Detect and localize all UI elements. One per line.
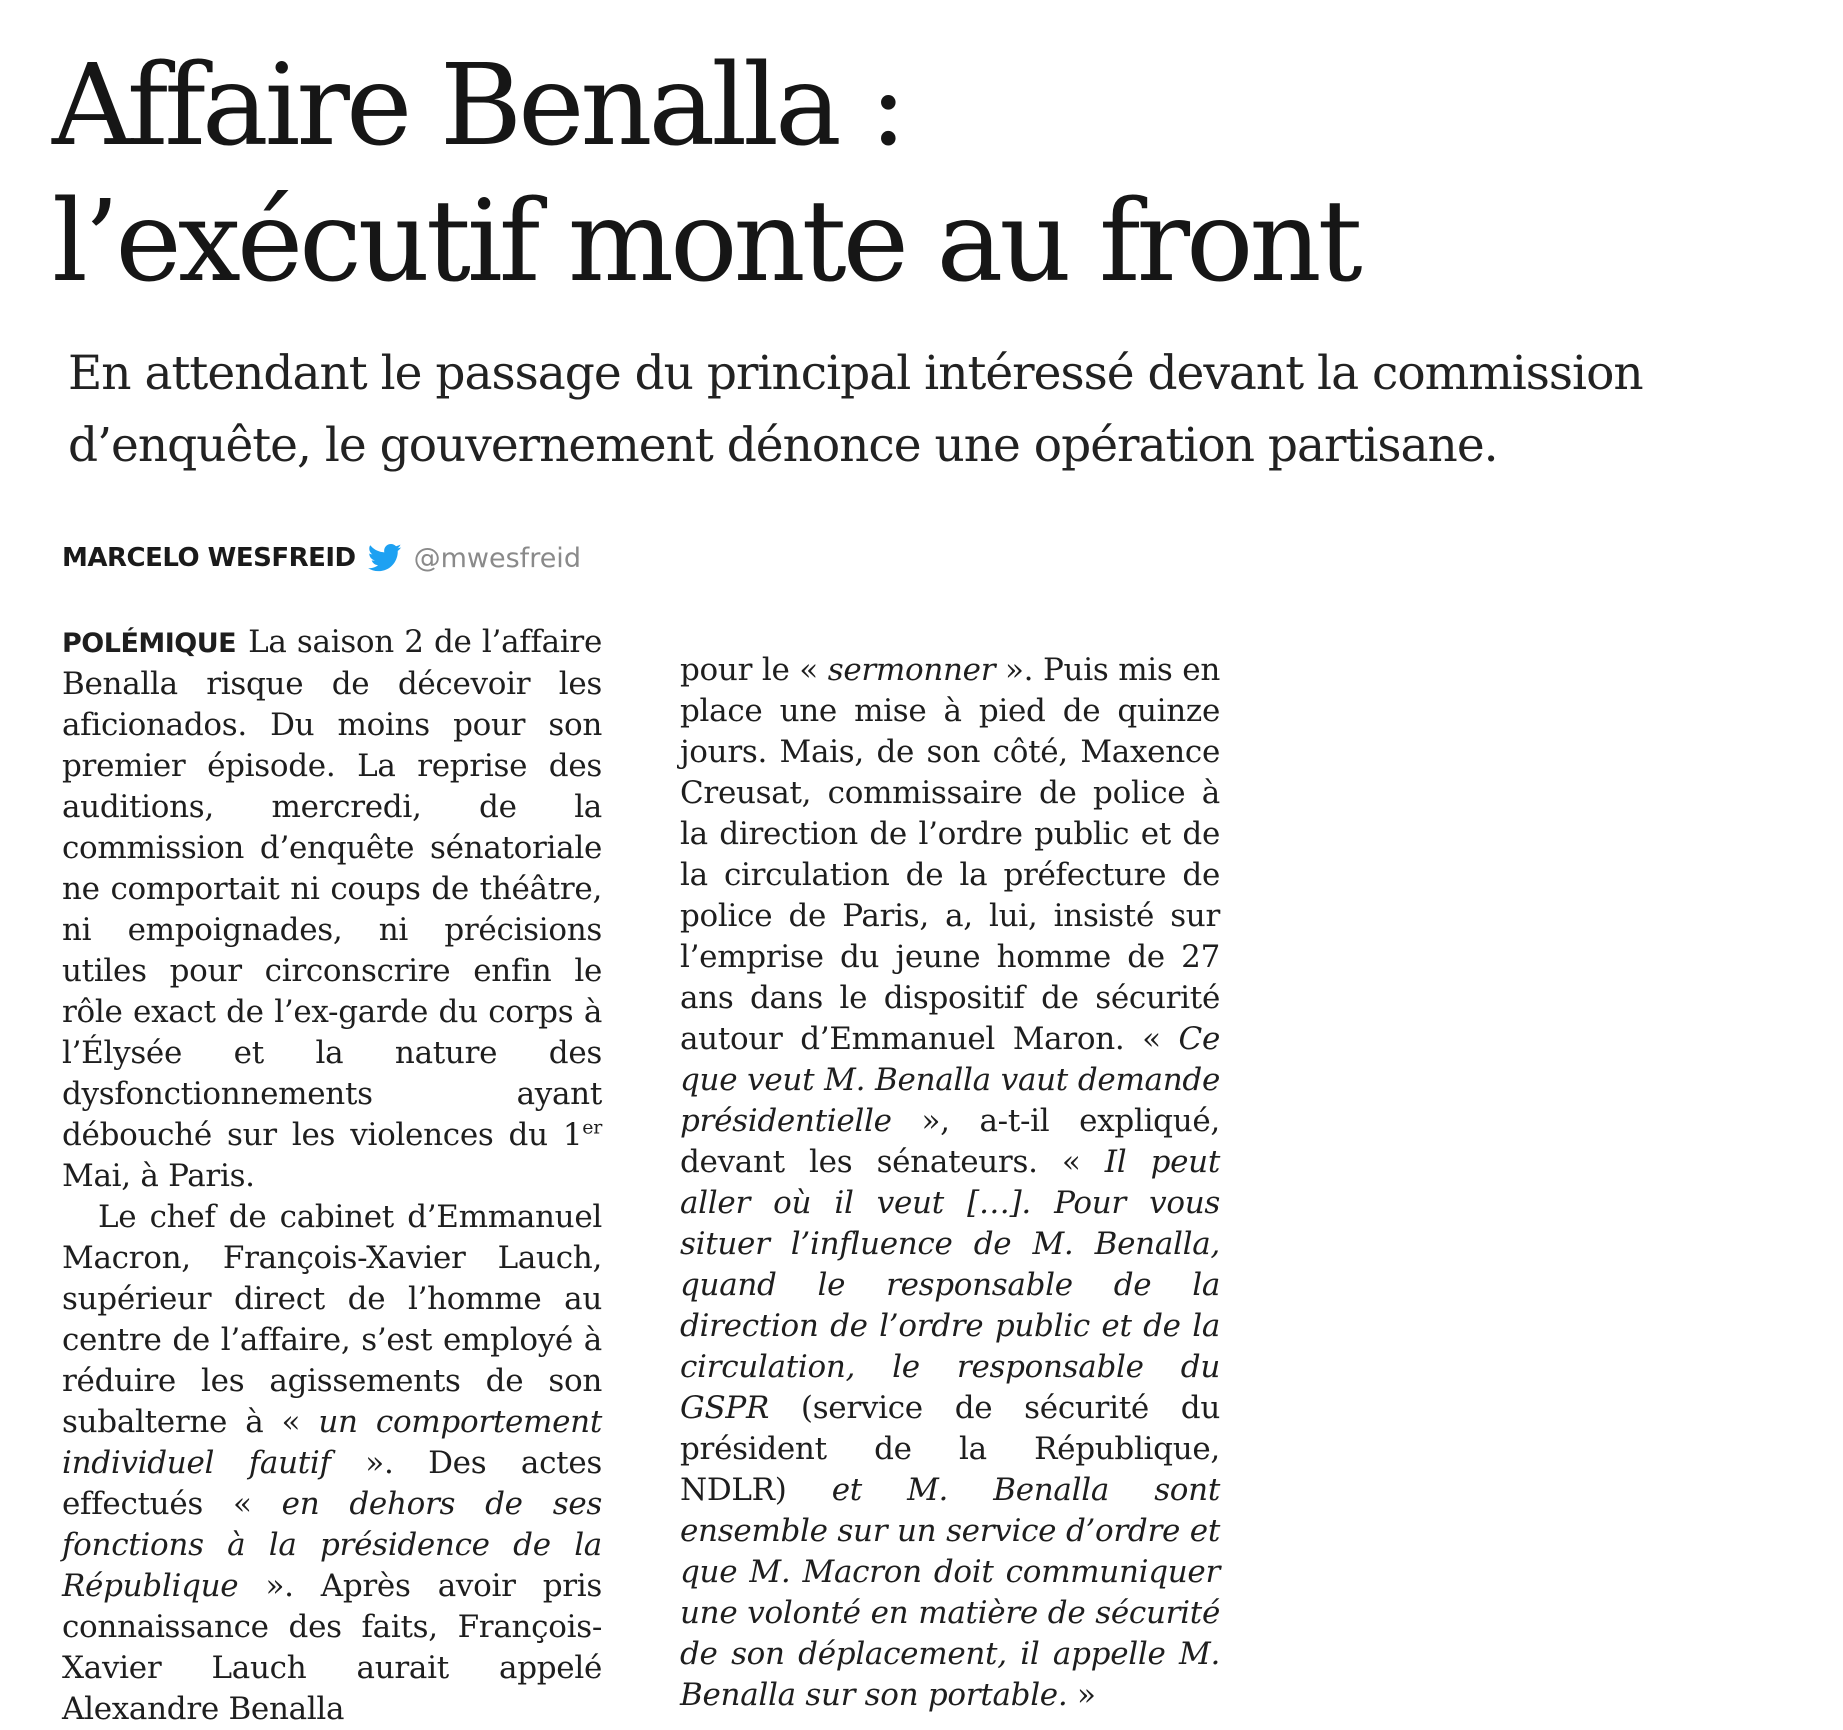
paragraph-2 — [62, 1197, 602, 1730]
text-run: La saison 2 de l’affaire Benalla risque de décevoir les aficionados. Du moins pour son premier épisode. La reprise des auditions, mercredi, de la commission d’enquête sénatoriale ne comportait ni coups de théâtre, ni empoignades, ni précisions utiles pour circonscrire enfin le rôle exact de l’ex-garde du corps à l’Élysée et la nature des dysfonctionnements ayant débouché sur les violences du 1 — [62, 624, 602, 1153]
text-run: ». Après avoir pris connaissance des faits, François-Xavier Lauch aurait appelé Alexandre Benalla — [62, 1568, 602, 1727]
quote: en dehors de ses fonctions à la présidence de la République — [62, 1486, 602, 1604]
quote: un comportement individuel fautif — [62, 1404, 602, 1481]
text-run: pour le « — [680, 652, 828, 688]
text-run: (service de sécurité du président de la République, NDLR) — [680, 1390, 1220, 1508]
text-run: ». Puis mis en place une mise à pied de quinze jours. Mais, de son côté, Maxence Creusat, commissaire de police à la direction de l’ordre public et de la circulation de la préfecture de police de Paris, a, lui, insisté sur l’emprise du jeune homme de 27 ans dans le dispositif de sécurité autour d’Emmanuel Maron. « — [680, 652, 1220, 1057]
byline — [62, 538, 581, 578]
quote: sermonner — [827, 652, 996, 688]
quote: et M. Benalla sont ensemble sur un service d’ordre et que M. Macron doit communiquer une volonté en matière de sécurité de son déplacement, il appelle M. Benalla sur son portable. — [680, 1472, 1220, 1713]
quote: Il peut aller où il veut […]. Pour vous situer l’influence de M. Benalla, quand le responsable de la direction de l’ordre public et de la circulation, le responsable du GSPR — [680, 1144, 1220, 1426]
text-run: », a-t-il expliqué, devant les sénateurs. « — [680, 1103, 1220, 1180]
text-run: » — [1067, 1677, 1096, 1713]
paragraph-1 — [62, 622, 602, 1197]
headline-line-1: Affaire Benalla : — [52, 41, 904, 171]
kicker: POLÉMIQUE — [62, 628, 237, 659]
author-name: MARCELO WESFREID — [62, 543, 356, 573]
text-run: Mai, à Paris. — [62, 1158, 255, 1194]
subheadline-line-2: d’enquête, le gouvernement dénonce une opération partisane. — [68, 418, 1498, 473]
article-column-2 — [680, 650, 1220, 1716]
twitter-handle: @mwesfreid — [413, 542, 581, 574]
text-run: ». Des actes effectués « — [62, 1445, 602, 1522]
article-column-1 — [62, 622, 602, 1730]
subheadline — [68, 338, 1828, 482]
headline — [52, 38, 1812, 310]
superscript: er — [582, 1116, 602, 1139]
subheadline-line-1: En attendant le passage du principal intéressé devant la commission — [68, 346, 1643, 401]
twitter-bird-icon — [368, 543, 402, 573]
headline-line-2: l’exécutif monte au front — [52, 177, 1359, 307]
quote: Ce que veut M. Benalla vaut demande présidentielle — [680, 1021, 1220, 1139]
text-run: Le chef de cabinet d’Emmanuel Macron, François-Xavier Lauch, supérieur direct de l’homme au centre de l’affaire, s’est employé à réduire les agissements de son subalterne à « — [62, 1199, 602, 1440]
paragraph-3 — [680, 650, 1220, 1716]
